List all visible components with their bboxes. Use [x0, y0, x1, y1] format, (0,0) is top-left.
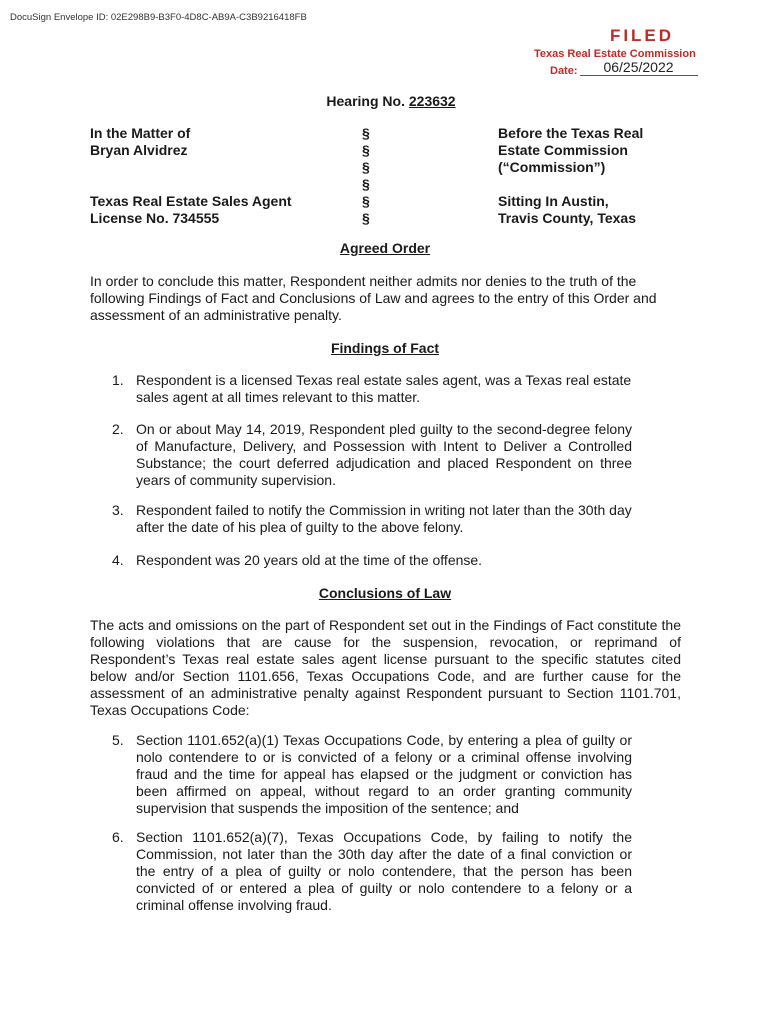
conclusion-item — [112, 829, 632, 914]
filed-stamp-title: FILED — [609, 26, 675, 45]
intro-paragraph: In order to conclude this matter, Respondent neither admits nor denies to the truth of the following Findings of Fact and Conclusions of Law and agrees to the entry of this Order and assessment of an administrative penalty. — [90, 273, 657, 323]
hearing-number-value: 223632 — [408, 93, 456, 109]
caption-right-line: Estate Commission — [498, 142, 628, 158]
hearing-number — [0, 93, 770, 109]
caption-left-line: Bryan Alvidrez — [90, 142, 188, 158]
conclusion-item — [112, 732, 632, 817]
filed-stamp — [528, 26, 728, 78]
caption-section-marks — [362, 125, 382, 227]
finding-item — [112, 421, 632, 489]
finding-item — [112, 372, 632, 406]
conclusion-number: 6. — [112, 829, 124, 845]
section-mark: § — [362, 210, 370, 226]
section-mark: § — [362, 176, 370, 192]
finding-text: On or about May 14, 2019, Respondent pled guilty to the second-degree felony of Manufacture, Delivery, and Possession with Intent to Deliver a Controlled Substance; the court deferred adjudication and placed Respondent on three years of community supervision. — [136, 421, 632, 488]
caption-right-line: (“Commission”) — [498, 159, 606, 175]
agreed-order-heading: Agreed Order — [339, 240, 431, 256]
caption-right — [498, 125, 698, 227]
filed-stamp-agency: Texas Real Estate Commission — [534, 48, 696, 60]
caption-left-line: Texas Real Estate Sales Agent — [90, 193, 292, 209]
conclusions-intro: The acts and omissions on the part of Respondent set out in the Findings of Fact constitute the following violations that are cause for the suspension, revocation, or reprimand of Respondent’s Texas real estate sales agent license pursuant to the specific statutes cited below and/or Section 1101.656, Texas Occupations Code, and are further cause for the assessment of an administrative penalty against Respondent pursuant to Section 1101.701, Texas Occupations Code: — [90, 617, 681, 718]
caption-left-line: In the Matter of — [90, 125, 191, 141]
caption-right-line: Sitting In Austin, — [498, 193, 609, 209]
section-mark: § — [362, 193, 370, 209]
conclusions-heading: Conclusions of Law — [318, 585, 452, 601]
filed-stamp-date-label: Date: — [550, 65, 578, 77]
conclusion-number: 5. — [112, 732, 124, 748]
section-mark: § — [362, 125, 370, 141]
finding-text: Respondent is a licensed Texas real estate sales agent, was a Texas real estate sales agent at all times relevant to this matter. — [136, 372, 632, 405]
finding-number: 3. — [112, 502, 124, 518]
section-mark: § — [362, 142, 370, 158]
finding-text: Respondent was 20 years old at the time of the offense. — [136, 552, 483, 568]
findings-heading: Findings of Fact — [330, 340, 440, 356]
conclusion-text: Section 1101.652(a)(7), Texas Occupations Code, by failing to notify the Commission, not later than the 30th day after the date of a final conviction or the entry of a plea of guilty or nolo contendere, that the person has been convicted of or entered a plea of guilty or nolo contendere to a felony or a criminal offense involving fraud. — [136, 829, 632, 913]
finding-number: 1. — [112, 372, 124, 388]
finding-text: Respondent failed to notify the Commission in writing not later than the 30th day after the date of his plea of guilty to the above felony. — [136, 502, 632, 535]
conclusion-text: Section 1101.652(a)(1) Texas Occupations Code, by entering a plea of guilty or nolo contendere to or is convicted of a felony or a criminal offense involving fraud and the time for appeal has elapsed or the judgment or conviction has been affirmed on appeal, without regard to an order granting community supervision that suspends the imposition of the sentence; and — [136, 732, 632, 816]
finding-number: 4. — [112, 552, 124, 568]
finding-number: 2. — [112, 421, 124, 437]
filed-stamp-date-value: 06/25/2022 — [580, 59, 698, 76]
hearing-label: Hearing No. — [326, 93, 405, 109]
finding-item — [112, 502, 632, 536]
caption-right-line: Travis County, Texas — [498, 210, 636, 226]
caption-left-line: License No. 734555 — [90, 210, 220, 226]
docusign-envelope-id: DocuSign Envelope ID: 02E298B9-B3F0-4D8C-AB9A-C3B9216418FB — [10, 12, 307, 23]
finding-item — [112, 552, 632, 569]
filed-stamp-date-line — [528, 61, 728, 78]
caption-right-line: Before the Texas Real — [498, 125, 644, 141]
section-mark: § — [362, 159, 370, 175]
caption-left — [90, 125, 320, 227]
